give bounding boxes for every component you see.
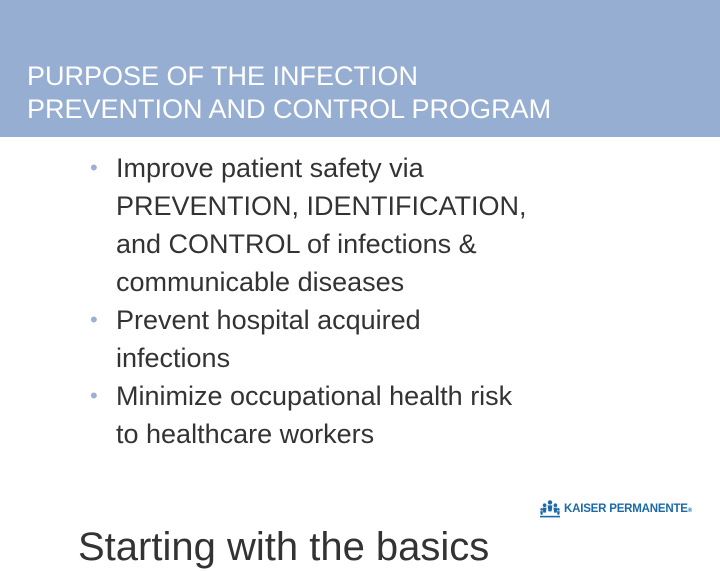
bullet-line: Prevent hospital acquired bbox=[116, 305, 421, 335]
logo-text: KAISER PERMANENTE® bbox=[564, 503, 692, 515]
bullet-item bbox=[0, 149, 646, 301]
bullet-line: infections bbox=[116, 343, 231, 373]
bullet-line: to healthcare workers bbox=[116, 419, 375, 449]
bullet-line: PREVENTION, IDENTIFICATION, bbox=[116, 191, 527, 221]
title-line: PREVENTION AND CONTROL PROGRAM bbox=[27, 94, 552, 124]
bullet-line: and CONTROL of infections & bbox=[116, 229, 477, 259]
title-line: PURPOSE OF THE INFECTION bbox=[27, 61, 419, 91]
footer-text: Starting with the basics bbox=[78, 525, 490, 569]
slide-title bbox=[27, 60, 707, 126]
bullet-line: Minimize occupational health risk bbox=[116, 381, 513, 411]
kaiser-people-icon bbox=[540, 500, 560, 518]
bullet-marker: • bbox=[90, 307, 98, 332]
bullet-line: Improve patient safety via bbox=[116, 153, 424, 183]
bullet-marker: • bbox=[90, 383, 98, 408]
bullet-item bbox=[0, 301, 646, 377]
bullet-line: communicable diseases bbox=[116, 267, 405, 297]
bullet-marker: • bbox=[90, 155, 98, 180]
bullet-list bbox=[0, 149, 646, 453]
bullet-item bbox=[0, 377, 646, 453]
kaiser-permanente-logo bbox=[540, 499, 692, 519]
